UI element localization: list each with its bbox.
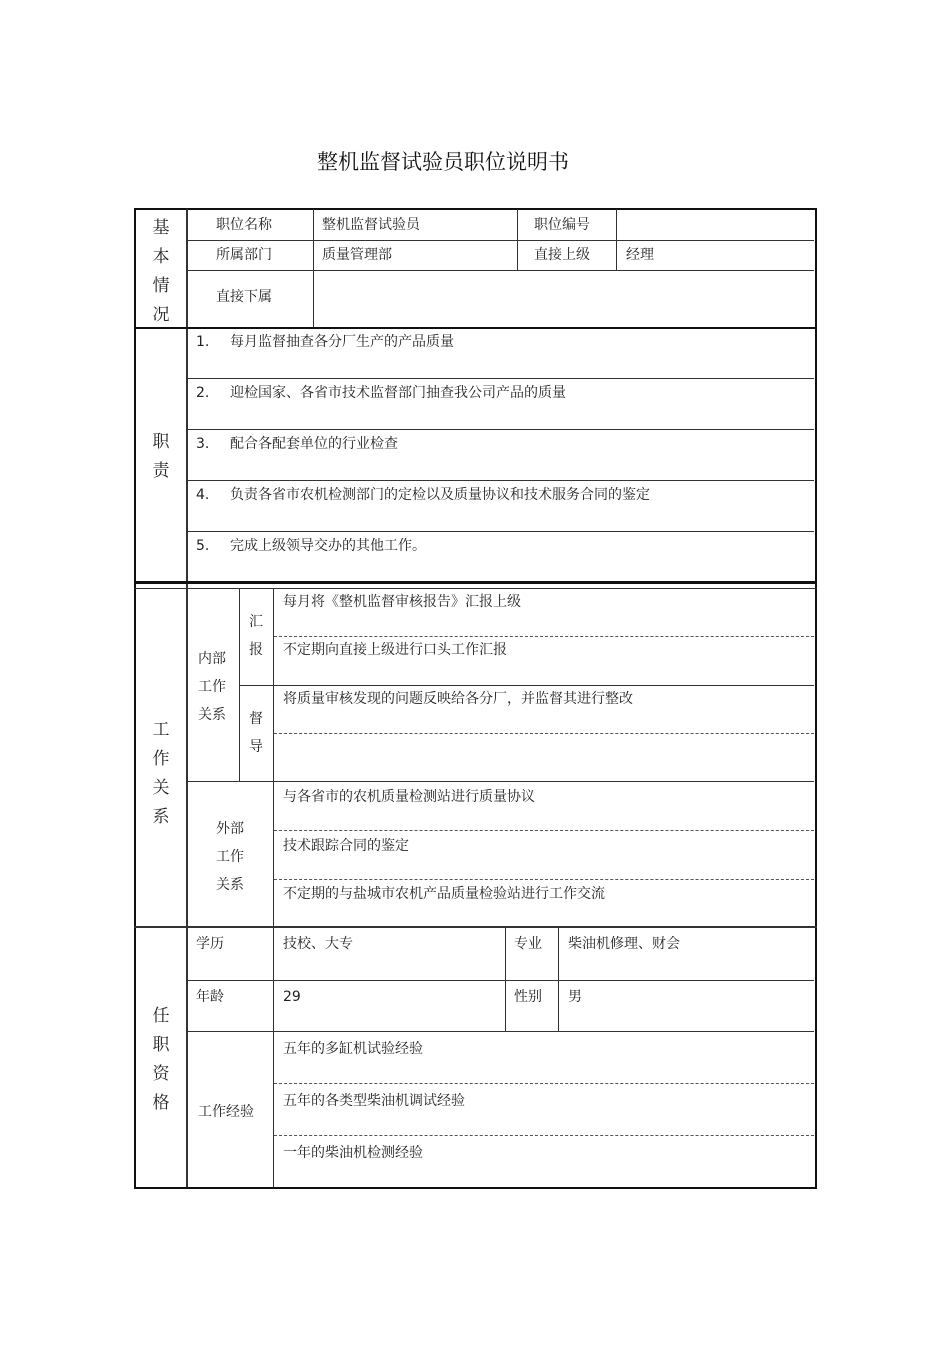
report-label: 汇 报 — [249, 614, 263, 658]
gender-label: 性别 — [514, 989, 542, 1005]
relations-section-label: 工 作 关 系 — [152, 720, 170, 827]
supervise-item: 将质量审核发现的问题反映给各分厂，并监督其进行整改 — [283, 691, 633, 707]
supervise-label: 督 导 — [249, 711, 263, 755]
external-item: 不定期的与盐城市农机产品质量检验站进行工作交流 — [283, 886, 605, 902]
qualifications-section-label: 任 职 资 格 — [152, 1006, 170, 1113]
education-label: 学历 — [196, 936, 224, 952]
age-label: 年龄 — [196, 989, 224, 1005]
external-item: 技术跟踪合同的鉴定 — [283, 838, 409, 854]
basic-section-label: 基 本 情 况 — [152, 218, 170, 325]
page-title: 整机监督试验员职位说明书 — [317, 150, 569, 174]
position-name-value: 整机监督试验员 — [322, 217, 420, 233]
report-item: 不定期向直接上级进行口头工作汇报 — [283, 642, 507, 658]
department-label: 所属部门 — [216, 247, 272, 263]
position-name-label: 职位名称 — [216, 217, 272, 233]
major-label: 专业 — [514, 936, 542, 952]
internal-relations-label: 内部 工作 关系 — [198, 651, 226, 723]
report-item: 每月将《整机监督审核报告》汇报上级 — [283, 594, 521, 610]
age-value: 29 — [283, 989, 301, 1005]
experience-item: 五年的多缸机试验经验 — [283, 1041, 423, 1057]
education-value: 技校、大专 — [283, 936, 353, 952]
gender-value: 男 — [568, 989, 582, 1005]
duties-section-label: 职 责 — [152, 432, 170, 481]
external-item: 与各省市的农机质量检测站进行质量协议 — [283, 789, 535, 805]
subordinate-label: 直接下属 — [216, 289, 272, 305]
department-value: 质量管理部 — [322, 247, 392, 263]
external-relations-label: 外部 工作 关系 — [216, 821, 244, 893]
supervisor-label: 直接上级 — [534, 247, 590, 263]
experience-item: 一年的柴油机检测经验 — [283, 1145, 423, 1161]
position-code-label: 职位编号 — [534, 217, 590, 233]
major-value: 柴油机修理、财会 — [568, 936, 680, 952]
experience-label: 工作经验 — [198, 1104, 254, 1120]
supervisor-value: 经理 — [626, 247, 654, 263]
experience-item: 五年的各类型柴油机调试经验 — [283, 1093, 465, 1109]
